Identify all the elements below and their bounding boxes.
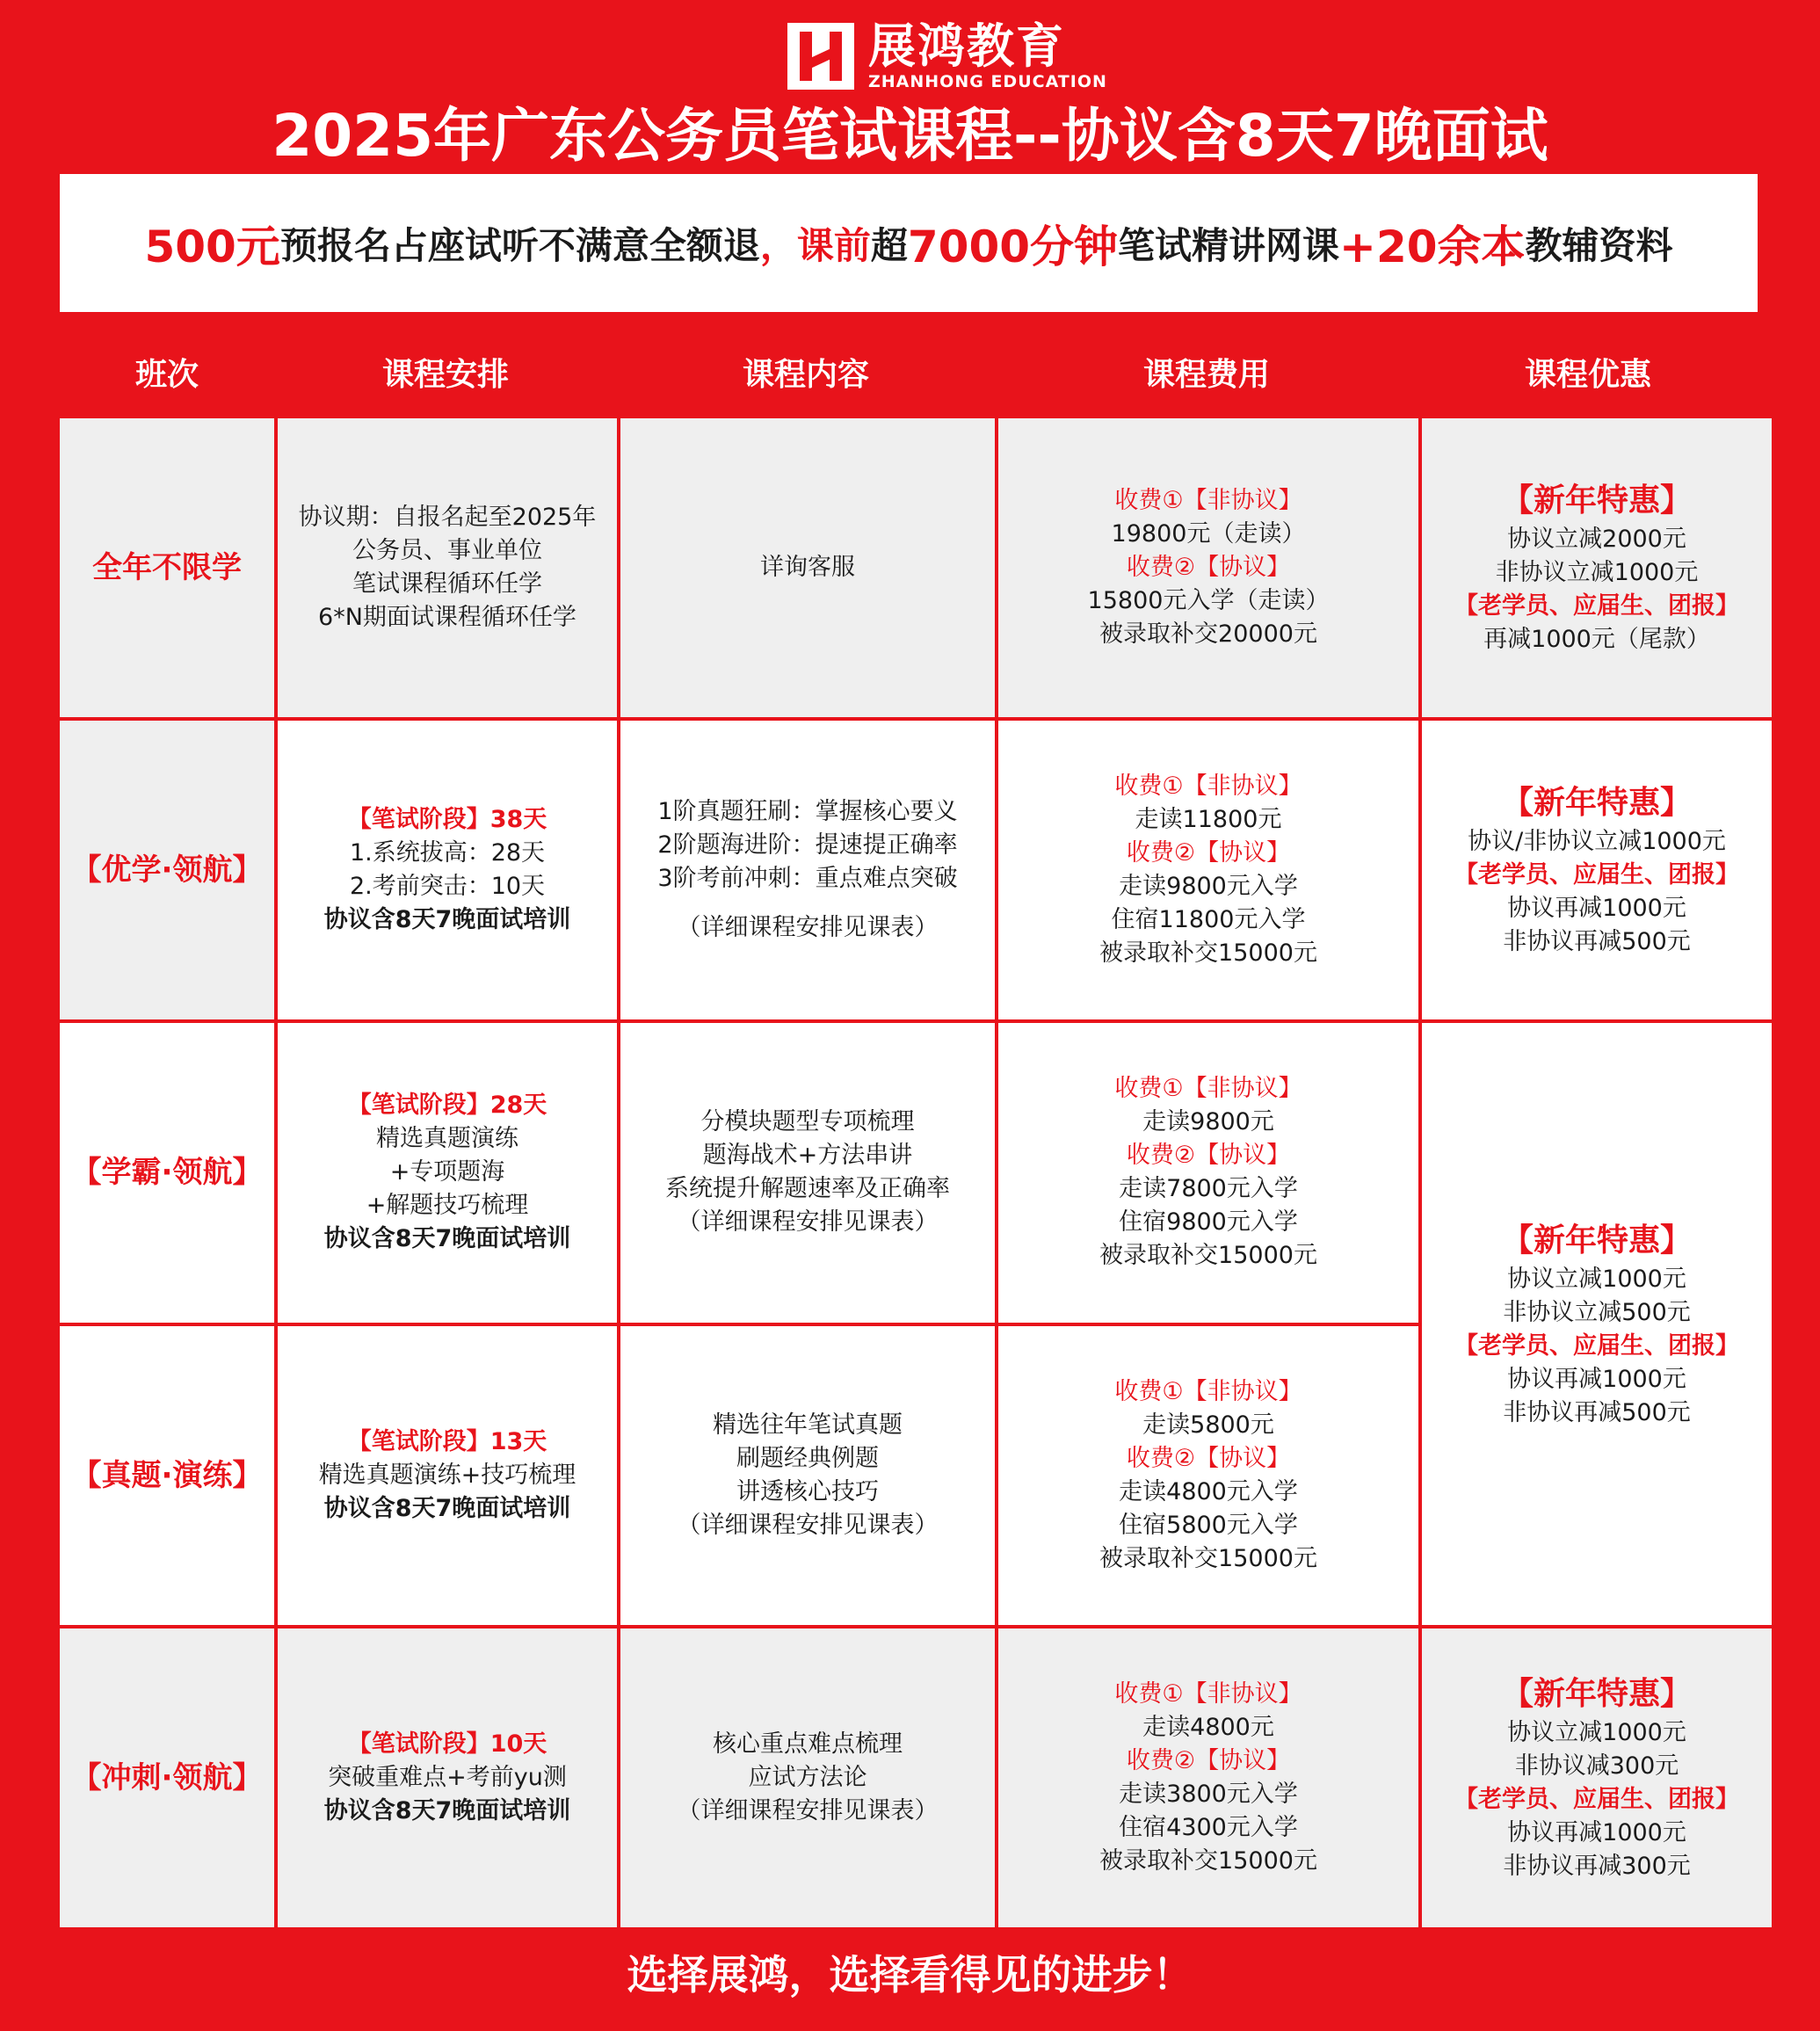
content-cell	[620, 1023, 995, 1322]
schedule-cell	[278, 1628, 617, 1927]
content-cell	[620, 418, 995, 717]
promo-over: 超	[870, 223, 908, 267]
content-line: 3阶考前冲刺：重点难点突破	[657, 865, 958, 893]
fee-line: 走读4800元	[1142, 1713, 1274, 1741]
discount-cell	[1422, 418, 1772, 717]
content-line: （详细课程安排见课表）	[677, 914, 939, 942]
class-name-cell	[60, 418, 274, 717]
content-line: （详细课程安排见课表）	[677, 1511, 939, 1539]
schedule-interview-note: 协议含8天7晚面试培训	[323, 1225, 571, 1253]
schedule-stage: 【笔试阶段】13天	[347, 1427, 547, 1455]
content-line: 刷题经典例题	[736, 1444, 879, 1472]
content-line: 详询客服	[760, 554, 855, 582]
schedule-line: 协议期：自报名起至2025年	[298, 504, 597, 532]
logo-en-text: ZHANHONG EDUCATION	[868, 72, 1107, 91]
header-fee: 课程费用	[1142, 356, 1270, 393]
discount-subheading: 【老学员、应届生、团报】	[1454, 592, 1739, 620]
zhanhong-logo-icon	[787, 23, 854, 90]
fee-line: 被录取补交15000元	[1099, 1544, 1317, 1572]
class-name: 【优学·领航】	[71, 852, 263, 889]
slogan: 选择展鸿，选择看得见的进步！	[627, 1951, 1193, 1998]
fee-line: 被录取补交15000元	[1099, 1242, 1317, 1270]
table-header	[60, 325, 1758, 418]
promo-minutes: 7000分钟	[907, 221, 1119, 272]
fee-line: 走读5800元	[1142, 1411, 1274, 1439]
content-line: 精选往年笔试真题	[713, 1411, 903, 1439]
fee-line: 走读3800元入学	[1119, 1780, 1298, 1808]
content-line: 核心重点难点梳理	[713, 1730, 903, 1758]
schedule-line: 2.考前突击：10天	[349, 873, 546, 901]
class-name: 【冲刺·领航】	[71, 1759, 263, 1795]
discount-line: 协议/非协议立减1000元	[1468, 828, 1726, 856]
fee-cell	[998, 721, 1418, 1019]
discount-subheading: 【老学员、应届生、团报】	[1454, 1331, 1739, 1360]
content-cell	[620, 721, 995, 1019]
class-name-cell	[60, 721, 274, 1019]
content-cell	[620, 1326, 995, 1625]
discount-line: 协议再减1000元	[1507, 895, 1686, 923]
fee-line: 被录取补交15000元	[1099, 1846, 1317, 1875]
fee-line: 住宿9800元入学	[1119, 1208, 1298, 1237]
class-name: 【真题·演练】	[71, 1457, 263, 1493]
fee-cell	[998, 1023, 1418, 1322]
header-content: 课程内容	[742, 356, 869, 393]
schedule-line: 精选真题演练	[376, 1125, 518, 1153]
fee-option-label: 收费②【协议】	[1126, 1444, 1291, 1472]
fee-cell	[998, 1628, 1418, 1927]
content-line: 系统提升解题速率及正确率	[665, 1175, 950, 1203]
discount-line: 非协议再减300元	[1503, 1852, 1691, 1880]
class-name-cell	[60, 1023, 274, 1322]
header-schedule: 课程安排	[381, 356, 509, 393]
class-name: 【学霸·领航】	[71, 1155, 263, 1191]
schedule-line: 突破重难点+考前yu测	[328, 1763, 567, 1791]
discount-cell	[1422, 1023, 1772, 1624]
discount-line: 非协议再减500元	[1503, 928, 1691, 956]
promo-online-course: 笔试精讲网课	[1118, 223, 1340, 267]
fee-line: 走读11800元	[1135, 806, 1282, 834]
fee-option-label: 收费①【非协议】	[1114, 1075, 1302, 1103]
schedule-cell	[278, 1023, 617, 1322]
fee-line: 走读4800元入学	[1119, 1477, 1298, 1505]
fee-option-label: 收费②【协议】	[1126, 839, 1291, 867]
promo-materials: 教辅资料	[1525, 223, 1673, 267]
content-line: （详细课程安排见课表）	[677, 1208, 939, 1237]
discount-heading: 【新年特惠】	[1501, 482, 1692, 519]
promo-refund-text: 预报名占座试听不满意全额退	[279, 223, 760, 267]
header-class: 班次	[134, 356, 199, 393]
fee-option-label: 收费①【非协议】	[1114, 773, 1302, 801]
promo-before-class: ，课前	[759, 223, 871, 267]
discount-line: 协议立减1000元	[1507, 1718, 1686, 1746]
discount-line: 协议再减1000元	[1507, 1365, 1686, 1393]
schedule-line: 1.系统拔高：28天	[349, 839, 546, 867]
header-discount: 课程优惠	[1524, 356, 1651, 393]
schedule-line: +解题技巧梳理	[366, 1192, 529, 1220]
fee-cell	[998, 1326, 1418, 1625]
schedule-interview-note: 协议含8天7晚面试培训	[323, 1796, 571, 1824]
discount-line: 非协议再减500元	[1503, 1398, 1691, 1426]
schedule-line: 公务员、事业单位	[352, 537, 542, 565]
schedule-stage: 【笔试阶段】28天	[347, 1092, 547, 1120]
promo-banner	[60, 174, 1758, 312]
discount-line: 协议再减1000元	[1507, 1818, 1686, 1846]
discount-subheading: 【老学员、应届生、团报】	[1454, 861, 1739, 889]
schedule-line: 6*N期面试课程循环任学	[318, 604, 576, 632]
content-line: 分模块题型专项梳理	[700, 1108, 915, 1136]
fee-option-label: 收费②【协议】	[1126, 1142, 1291, 1170]
fee-line: 走读9800元	[1142, 1108, 1274, 1136]
discount-line: 协议立减2000元	[1507, 526, 1686, 554]
schedule-stage: 【笔试阶段】38天	[347, 806, 547, 834]
discount-heading: 【新年特惠】	[1501, 785, 1692, 822]
fee-option-label: 收费②【协议】	[1126, 1746, 1291, 1774]
schedule-cell	[278, 418, 617, 717]
schedule-cell	[278, 1326, 617, 1625]
schedule-line: +专项题海	[389, 1158, 505, 1186]
schedule-interview-note: 协议含8天7晚面试培训	[323, 1494, 571, 1522]
content-line: 2阶题海进阶：提速提正确率	[657, 831, 958, 860]
fee-line: 住宿11800元入学	[1111, 906, 1306, 934]
page-title: 2025年广东公务员笔试课程--协议含8天7晚面试	[272, 102, 1548, 170]
discount-line: 非协议减300元	[1514, 1752, 1679, 1780]
fee-line: 走读7800元入学	[1119, 1175, 1298, 1203]
promo-books-count: +20余本	[1339, 221, 1526, 272]
discount-line: 非协议立减500元	[1503, 1298, 1691, 1326]
fee-line: 19800元（走读）	[1111, 520, 1306, 548]
fee-line: 住宿4300元入学	[1119, 1813, 1298, 1841]
fee-line: 被录取补交20000元	[1099, 620, 1317, 649]
discount-line: 非协议立减1000元	[1495, 559, 1699, 587]
fee-line: 15800元入学（走读）	[1087, 587, 1330, 615]
class-name-cell	[60, 1628, 274, 1927]
course-table	[60, 418, 1758, 1927]
fee-line: 被录取补交15000元	[1099, 939, 1317, 968]
promo-deposit: 500元	[144, 221, 280, 272]
class-name-cell	[60, 1326, 274, 1625]
discount-line: 协议立减1000元	[1507, 1265, 1686, 1293]
content-line: 应试方法论	[748, 1763, 867, 1791]
fee-line: 走读9800元入学	[1119, 873, 1298, 901]
discount-line: 再减1000元（尾款）	[1483, 626, 1710, 654]
discount-heading: 【新年特惠】	[1501, 1675, 1692, 1712]
discount-cell	[1422, 1628, 1772, 1927]
content-cell	[620, 1628, 995, 1927]
schedule-line: 精选真题演练+技巧梳理	[318, 1461, 576, 1489]
fee-cell	[998, 418, 1418, 717]
content-line: 题海战术+方法串讲	[702, 1142, 913, 1170]
fee-option-label: 收费①【非协议】	[1114, 487, 1302, 515]
schedule-line: 笔试课程循环任学	[352, 570, 542, 598]
fee-line: 住宿5800元入学	[1119, 1511, 1298, 1539]
content-line: 讲透核心技巧	[736, 1477, 879, 1505]
discount-heading: 【新年特惠】	[1501, 1222, 1692, 1258]
schedule-stage: 【笔试阶段】10天	[347, 1730, 547, 1758]
fee-option-label: 收费②【协议】	[1126, 554, 1291, 582]
discount-subheading: 【老学员、应届生、团报】	[1454, 1785, 1739, 1813]
schedule-interview-note: 协议含8天7晚面试培训	[323, 906, 571, 934]
content-line: （详细课程安排见课表）	[677, 1796, 939, 1824]
schedule-cell	[278, 721, 617, 1019]
logo-cn-text: 展鸿教育	[868, 18, 1065, 74]
discount-cell	[1422, 721, 1772, 1019]
content-line: 1阶真题狂刷：掌握核心要义	[657, 798, 958, 826]
class-name: 全年不限学	[92, 550, 242, 586]
logo	[787, 19, 1107, 93]
fee-option-label: 收费①【非协议】	[1114, 1377, 1302, 1405]
fee-option-label: 收费①【非协议】	[1114, 1679, 1302, 1708]
